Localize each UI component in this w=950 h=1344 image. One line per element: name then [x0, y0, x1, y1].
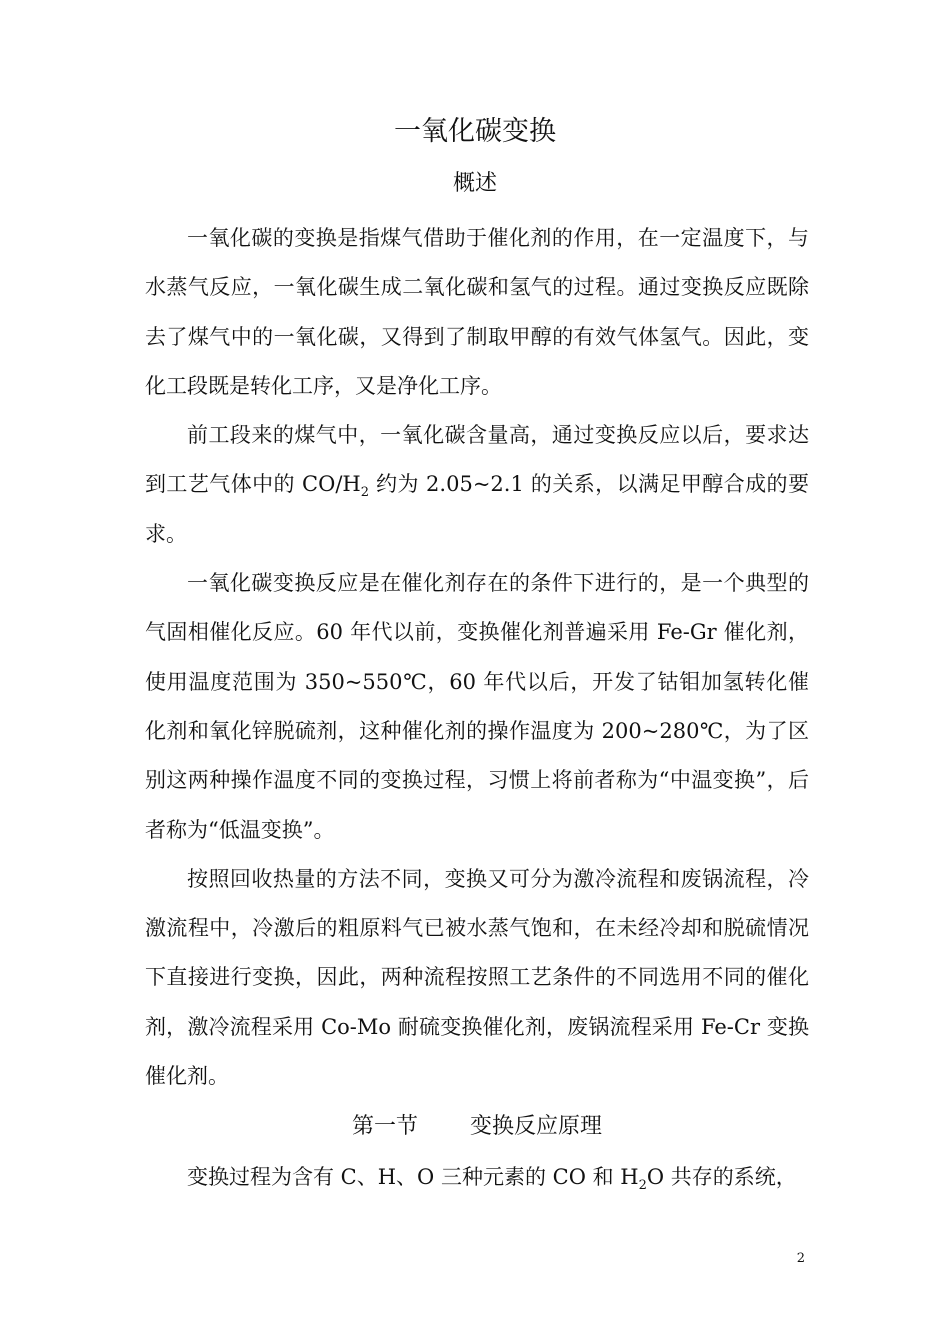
paragraph-5-part-a: 变换过程为含有 C、H、O 三种元素的 CO 和 H	[187, 1165, 639, 1190]
paragraph-2-part-a: 前工段来的煤气中，一氧化碳含量高，通过变换反应以后，要求达到工艺气体中的 CO/H	[145, 423, 809, 497]
section-heading	[145, 1101, 809, 1153]
paragraph-5	[145, 1153, 809, 1202]
paragraph-2	[145, 411, 809, 559]
paragraph-5-part-b: O 共存的系统，	[646, 1165, 797, 1190]
document-title: 一氧化碳变换	[394, 116, 556, 147]
paragraph-1: 一氧化碳的变换是指煤气借助于催化剂的作用，在一定温度下，与水蒸气反应，一氧化碳生成二氧化碳和氢气的过程。通过变换反应既除去了煤气中的一氧化碳，又得到了制取甲醇的有效气体氢气。因此，变化工段既是转化工序，又是净化工序。	[145, 226, 809, 398]
section-subtitle-overview: 概述	[452, 171, 497, 196]
paragraph-3: 一氧化碳变换反应是在催化剂存在的条件下进行的，是一个典型的气固相催化反应。60 年代以前，变换催化剂普遍采用 Fe-Gr 催化剂，使用温度范围为 350~550℃，60 年代以后，开发了钴钼加氢转化催化剂和氧化锌脱硫剂，这种催化剂的操作温度为 200~280℃，为了区别这两种操作温度不同的变换过程，习惯上将前者称为“中温变换”，后者称为“低温变换”。	[145, 571, 809, 842]
page-number: 2	[796, 1251, 805, 1266]
document-body	[145, 214, 809, 1203]
section-name: 变换反应原理	[470, 1114, 603, 1140]
paragraph-2-part-b: 约为 2.05~2.1 的关系，以满足甲醇合成的要求。	[145, 472, 809, 546]
subscript-2: 2	[360, 485, 370, 501]
subscript-2-water: 2	[638, 1178, 647, 1194]
section-number: 第一节	[351, 1114, 418, 1140]
paragraph-4: 按照回收热量的方法不同，变换又可分为激冷流程和废锅流程，冷激流程中，冷激后的粗原料气已被水蒸气饱和，在未经冷却和脱硫情况下直接进行变换，因此，两种流程按照工艺条件的不同选用不同的催化剂，激冷流程采用 Co-Mo 耐硫变换催化剂，废锅流程采用 Fe-Cr 变换催化剂。	[145, 866, 809, 1089]
